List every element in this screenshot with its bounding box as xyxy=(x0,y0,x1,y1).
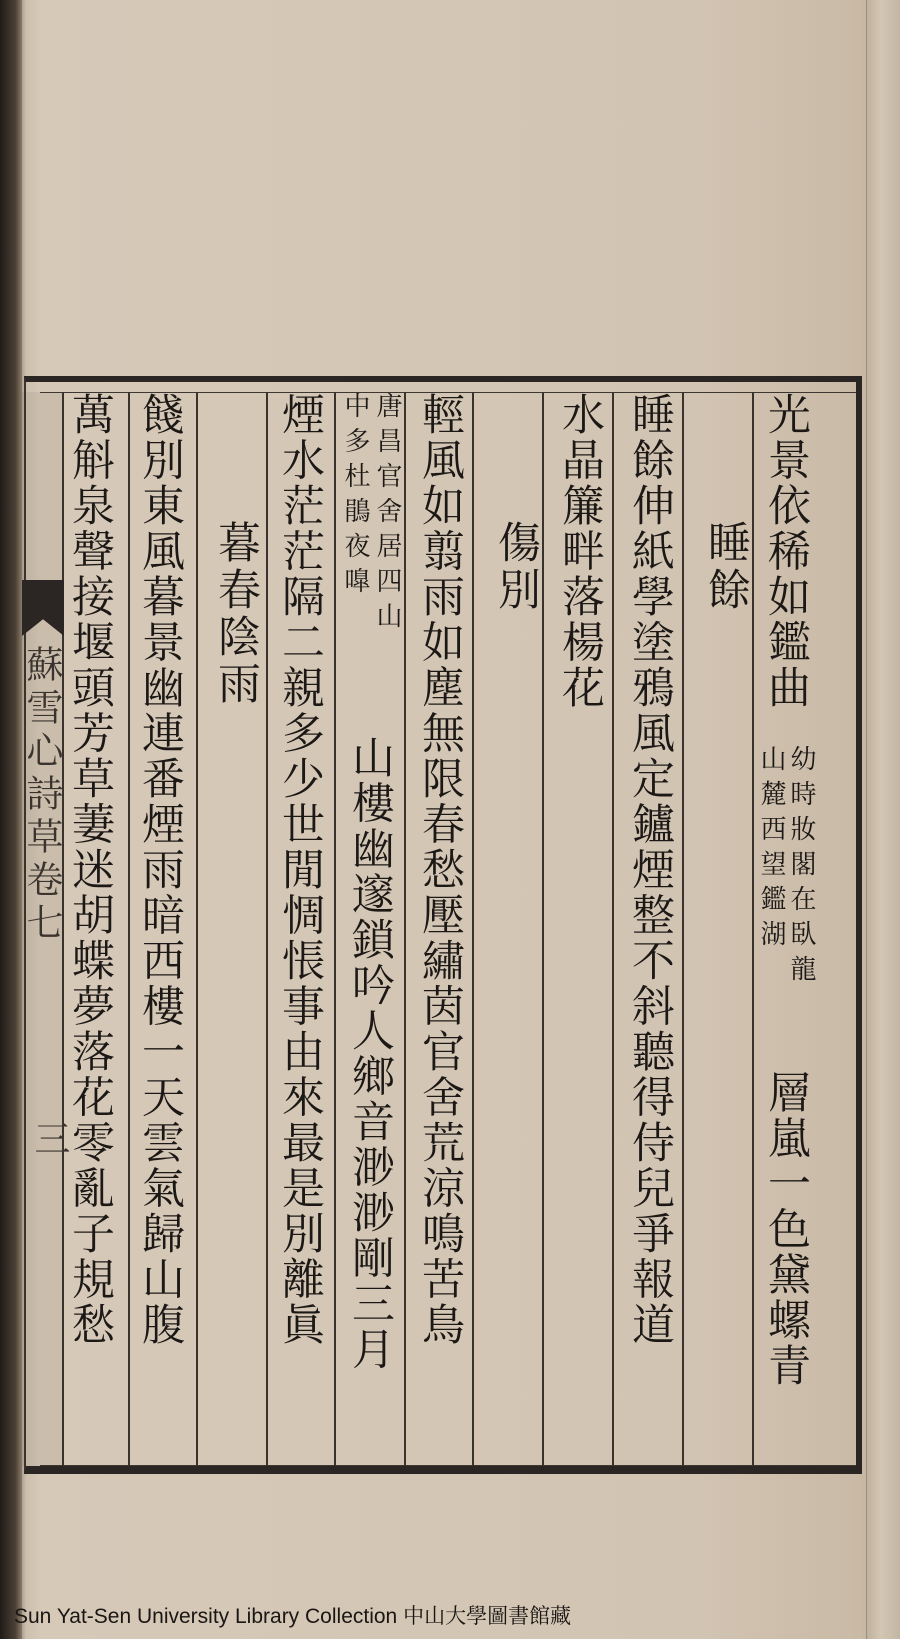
column-rule xyxy=(128,392,130,1466)
folio-number: 三 xyxy=(29,1120,70,1156)
text-column: 萬斛泉聲接堰頭芳草萋迷胡蝶夢落花零亂子規愁 xyxy=(65,392,115,1348)
column-rule xyxy=(682,392,684,1466)
column-rule xyxy=(404,392,406,1466)
column-rule xyxy=(612,392,614,1466)
poem-title: 傷別 xyxy=(491,520,541,614)
text-column: 山樓幽邃鎖吟人鄉音渺渺剛三月 xyxy=(345,735,395,1372)
poem-title: 暮春陰雨 xyxy=(211,520,261,708)
text-column: 光景依稀如鑑曲 xyxy=(761,392,811,711)
library-credit: Sun Yat-Sen University Library Collection 中山大學圖書館藏 xyxy=(14,1605,572,1628)
column-rule xyxy=(472,392,474,1466)
margin-title: 蘇雪心詩草卷七 xyxy=(20,645,63,946)
annotation-column: 幼時妝閣在臥龍 xyxy=(786,745,816,990)
text-column: 層嵐一色黛螺青 xyxy=(761,1070,811,1389)
annotation-column: 中多杜鵑夜嘷 xyxy=(340,392,370,602)
column-rule xyxy=(196,392,198,1466)
poem-title: 睡餘 xyxy=(701,520,751,614)
text-column: 煙水茫茫隔二親多少世閒惆悵事由來最是別離眞 xyxy=(275,392,325,1348)
annotation-column: 唐昌官舍居四山 xyxy=(372,392,402,637)
text-column: 睡餘伸紙學塗鴉風定鑪煙整不斜聽得侍兒爭報道 xyxy=(625,392,675,1348)
column-rule xyxy=(334,392,336,1466)
text-column: 水晶簾畔落楊花 xyxy=(555,392,605,711)
page-edge xyxy=(866,0,900,1639)
text-column: 餞別東風暮景幽連番煙雨暗西樓一天雲氣歸山腹 xyxy=(135,392,185,1348)
text-column: 輕風如翦雨如塵無限春愁壓繡茵官舍荒涼鳴苦鳥 xyxy=(415,392,465,1348)
annotation-column: 山麓西望鑑湖 xyxy=(756,745,786,955)
